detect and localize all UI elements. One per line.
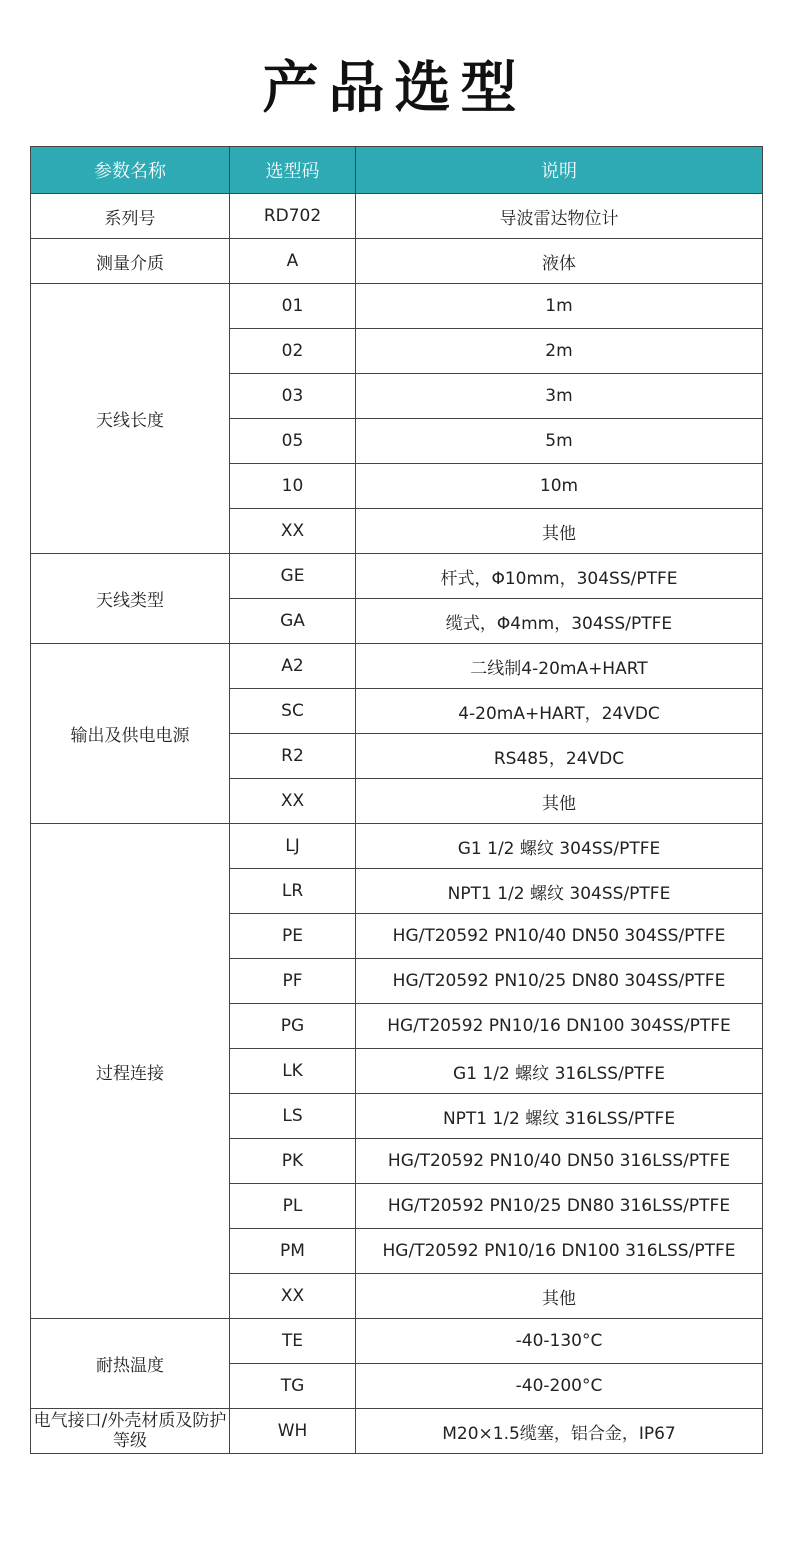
table-row <box>31 554 763 599</box>
code-cell: GE <box>230 554 356 599</box>
desc-cell: 3m <box>356 374 763 419</box>
desc-cell: NPT1 1/2 螺纹 316LSS/PTFE <box>356 1094 763 1139</box>
desc-cell: 5m <box>356 419 763 464</box>
desc-cell: 液体 <box>356 239 763 284</box>
desc-cell: RS485，24VDC <box>356 734 763 779</box>
code-cell: LR <box>230 869 356 914</box>
code-cell: XX <box>230 509 356 554</box>
desc-cell: 1m <box>356 284 763 329</box>
desc-cell: 杆式，Φ10mm，304SS/PTFE <box>356 554 763 599</box>
desc-cell: NPT1 1/2 螺纹 304SS/PTFE <box>356 869 763 914</box>
param-name: 耐热温度 <box>31 1319 230 1409</box>
column-header-desc: 说明 <box>356 147 763 194</box>
table-row <box>31 194 763 239</box>
code-cell: RD702 <box>230 194 356 239</box>
code-cell: GA <box>230 599 356 644</box>
code-cell: R2 <box>230 734 356 779</box>
param-name: 测量介质 <box>31 239 230 284</box>
code-cell: 10 <box>230 464 356 509</box>
param-name: 天线类型 <box>31 554 230 644</box>
code-cell: PG <box>230 1004 356 1049</box>
desc-cell: 10m <box>356 464 763 509</box>
column-header-code: 选型码 <box>230 147 356 194</box>
table-row <box>31 284 763 329</box>
code-cell: XX <box>230 779 356 824</box>
desc-cell: 二线制4-20mA+HART <box>356 644 763 689</box>
code-cell: 02 <box>230 329 356 374</box>
code-cell: LK <box>230 1049 356 1094</box>
code-cell: 01 <box>230 284 356 329</box>
desc-cell: -40-200°C <box>356 1364 763 1409</box>
desc-cell: G1 1/2 螺纹 304SS/PTFE <box>356 824 763 869</box>
desc-cell: 导波雷达物位计 <box>356 194 763 239</box>
table-row <box>31 239 763 284</box>
desc-cell: HG/T20592 PN10/25 DN80 316LSS/PTFE <box>356 1184 763 1229</box>
code-cell: TE <box>230 1319 356 1364</box>
desc-cell: G1 1/2 螺纹 316LSS/PTFE <box>356 1049 763 1094</box>
page-title: 产品选型 <box>262 56 527 121</box>
param-name: 输出及供电电源 <box>31 644 230 824</box>
code-cell: LJ <box>230 824 356 869</box>
column-header-param: 参数名称 <box>31 147 230 194</box>
desc-cell: 2m <box>356 329 763 374</box>
code-cell: TG <box>230 1364 356 1409</box>
param-name: 天线长度 <box>31 284 230 554</box>
code-cell: WH <box>230 1409 356 1454</box>
desc-cell: 缆式，Φ4mm，304SS/PTFE <box>356 599 763 644</box>
code-cell: PE <box>230 914 356 959</box>
code-cell: PK <box>230 1139 356 1184</box>
code-cell: 05 <box>230 419 356 464</box>
code-cell: XX <box>230 1274 356 1319</box>
code-cell: SC <box>230 689 356 734</box>
selection-table <box>30 146 763 1454</box>
table-row <box>31 1319 763 1364</box>
desc-cell: 4-20mA+HART，24VDC <box>356 689 763 734</box>
table-row <box>31 824 763 869</box>
code-cell: A <box>230 239 356 284</box>
param-name: 过程连接 <box>31 824 230 1319</box>
code-cell: PF <box>230 959 356 1004</box>
desc-cell: 其他 <box>356 509 763 554</box>
table-row <box>31 644 763 689</box>
desc-cell: HG/T20592 PN10/25 DN80 304SS/PTFE <box>356 959 763 1004</box>
code-cell: 03 <box>230 374 356 419</box>
desc-cell: HG/T20592 PN10/40 DN50 316LSS/PTFE <box>356 1139 763 1184</box>
desc-cell: 其他 <box>356 779 763 824</box>
table-header-row <box>31 147 763 194</box>
param-name: 系列号 <box>31 194 230 239</box>
desc-cell: HG/T20592 PN10/40 DN50 304SS/PTFE <box>356 914 763 959</box>
desc-cell: HG/T20592 PN10/16 DN100 316LSS/PTFE <box>356 1229 763 1274</box>
code-cell: LS <box>230 1094 356 1139</box>
code-cell: PL <box>230 1184 356 1229</box>
desc-cell: M20×1.5缆塞，铝合金，IP67 <box>356 1409 763 1454</box>
table-row <box>31 1409 763 1454</box>
code-cell: A2 <box>230 644 356 689</box>
param-name: 电气接口/外壳材质及防护等级 <box>31 1409 230 1454</box>
code-cell: PM <box>230 1229 356 1274</box>
desc-cell: -40-130°C <box>356 1319 763 1364</box>
desc-cell: 其他 <box>356 1274 763 1319</box>
desc-cell: HG/T20592 PN10/16 DN100 304SS/PTFE <box>356 1004 763 1049</box>
